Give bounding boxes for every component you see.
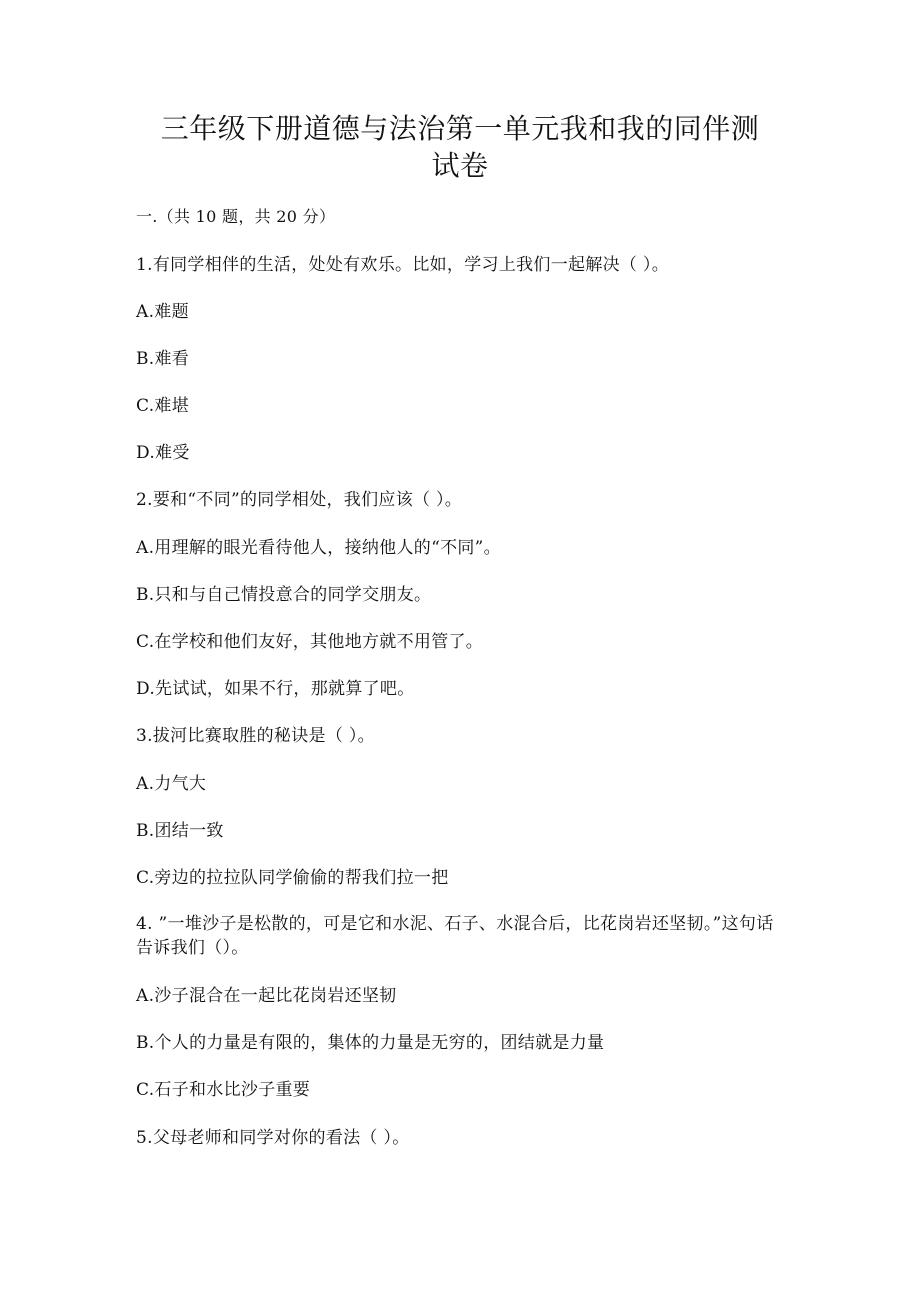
question-1-option-a: A.难题: [136, 302, 189, 322]
question-4-stem: 4. ”一堆沙子是松散的，可是它和水泥、石子、水混合后，比花岗岩还坚韧。”这句话告诉我们（）。: [136, 914, 774, 958]
question-1-option-d: D.难受: [136, 443, 190, 463]
question-4-option-c: C.石子和水比沙子重要: [136, 1080, 311, 1100]
question-1-option-c: C.难堪: [136, 396, 190, 416]
question-3-stem: 3.拔河比赛取胜的秘诀是（ ）。: [136, 726, 375, 746]
question-3-option-a: A.力气大: [136, 774, 207, 794]
section-header: 一.（共 10 题，共 20 分）: [136, 207, 336, 226]
question-3-option-b: B.团结一致: [136, 821, 224, 841]
question-5-stem: 5.父母老师和同学对你的看法（ ）。: [136, 1128, 410, 1148]
question-4-option-a: A.沙子混合在一起比花岗岩还坚韧: [136, 986, 397, 1006]
question-2-option-d: D.先试试，如果不行，那就算了吧。: [136, 679, 415, 699]
title-line-1: 三年级下册道德与法治第一单元我和我的同伴测: [160, 112, 760, 145]
question-1-stem: 1.有同学相伴的生活，处处有欢乐。比如，学习上我们一起解决（ ）。: [136, 255, 670, 275]
question-2-option-c: C.在学校和他们友好，其他地方就不用管了。: [136, 632, 484, 652]
title-line-2: 试卷: [431, 149, 489, 182]
question-2-option-b: B.只和与自己情投意合的同学交朋友。: [136, 585, 432, 605]
question-2-option-a: A.用理解的眼光看待他人，接纳他人的“不同”。: [136, 538, 501, 558]
question-2-stem: 2.要和“不同”的同学相处，我们应该（ ）。: [136, 490, 463, 510]
question-3-option-c: C.旁边的拉拉队同学偷偷的帮我们拉一把: [136, 868, 449, 888]
question-4-option-b: B.个人的力量是有限的，集体的力量是无穷的，团结就是力量: [136, 1033, 605, 1053]
exam-title: [130, 110, 790, 184]
question-1-option-b: B.难看: [136, 349, 190, 369]
